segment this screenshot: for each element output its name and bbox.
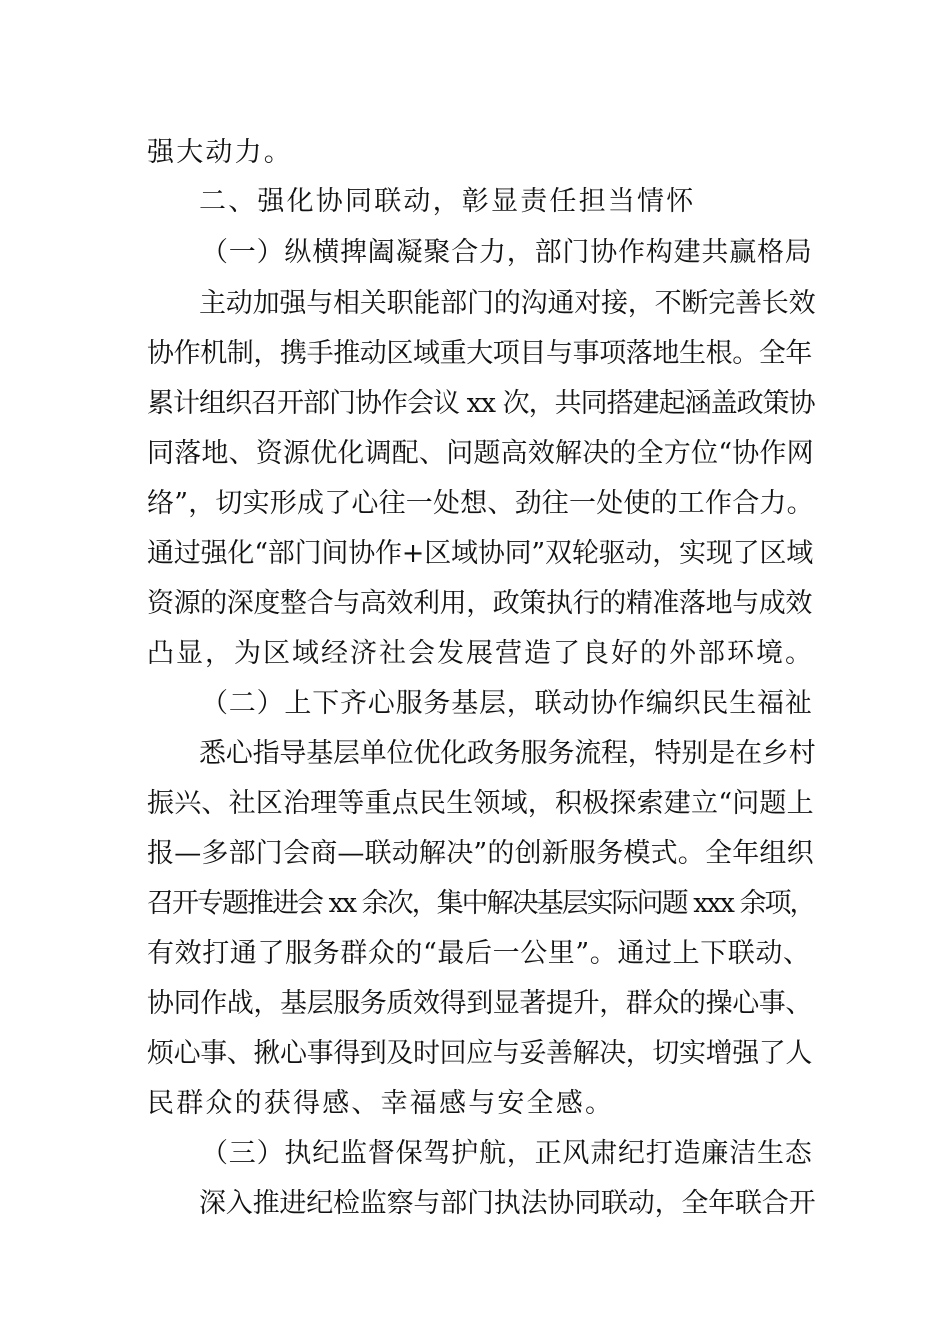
- paragraph-line: 协作机制，携手推动区域重大项目与事项落地生根。全年: [147, 338, 812, 369]
- paragraph-line: 强大动力。: [147, 137, 293, 168]
- paragraph-line: 烦心事、揪心事得到及时回应与妥善解决，切实增强了人: [147, 1038, 812, 1069]
- paragraph-line: 凸显，为区域经济社会发展营造了良好的外部环境。: [147, 638, 814, 669]
- subsection-heading: （二）上下齐心服务基层，联动协作编织民生福祉: [201, 688, 813, 719]
- paragraph-line: 主动加强与相关职能部门的沟通对接，不断完善长效: [199, 288, 816, 319]
- paragraph-line: 悉心指导基层单位优化政务服务流程，特别是在乡村: [199, 738, 816, 769]
- paragraph-line: 协同作战，基层服务质效得到显著提升，群众的操心事、: [147, 988, 812, 1019]
- paragraph-line: 振兴、社区治理等重点民生领域，积极探索建立“问题上: [147, 788, 814, 819]
- paragraph-line: 深入推进纪检监察与部门执法协同联动，全年联合开: [199, 1188, 816, 1219]
- paragraph-line: 络”，切实形成了心往一处想、劲往一处使的工作合力。: [147, 488, 814, 519]
- paragraph-line: 资源的深度整合与高效利用，政策执行的精准落地与成效: [147, 588, 812, 619]
- paragraph-line: 民群众的获得感、幸福感与安全感。: [147, 1088, 615, 1119]
- subsection-heading: （三）执纪监督保驾护航，正风肃纪打造廉洁生态: [201, 1138, 813, 1169]
- section-heading: 二、强化协同联动，彰显责任担当情怀: [199, 186, 696, 217]
- paragraph-line: 通过强化“部门间协作+区域协同”双轮驱动，实现了区域: [147, 538, 814, 569]
- paragraph-line: 有效打通了服务群众的“最后一公里”。通过上下联动、: [147, 938, 811, 969]
- paragraph-line: 报—多部门会商—联动解决”的创新服务模式。全年组织: [147, 838, 814, 869]
- paragraph-line: 召开专题推进会 xx 余次，集中解决基层实际问题 xxx 余项，: [147, 888, 815, 919]
- paragraph-line: 同落地、资源优化调配、问题高效解决的全方位“协作网: [147, 438, 814, 469]
- paragraph-line: 累计组织召开部门协作会议 xx 次，共同搭建起涵盖政策协: [147, 388, 815, 419]
- subsection-heading: （一）纵横捭阖凝聚合力，部门协作构建共赢格局: [201, 237, 813, 268]
